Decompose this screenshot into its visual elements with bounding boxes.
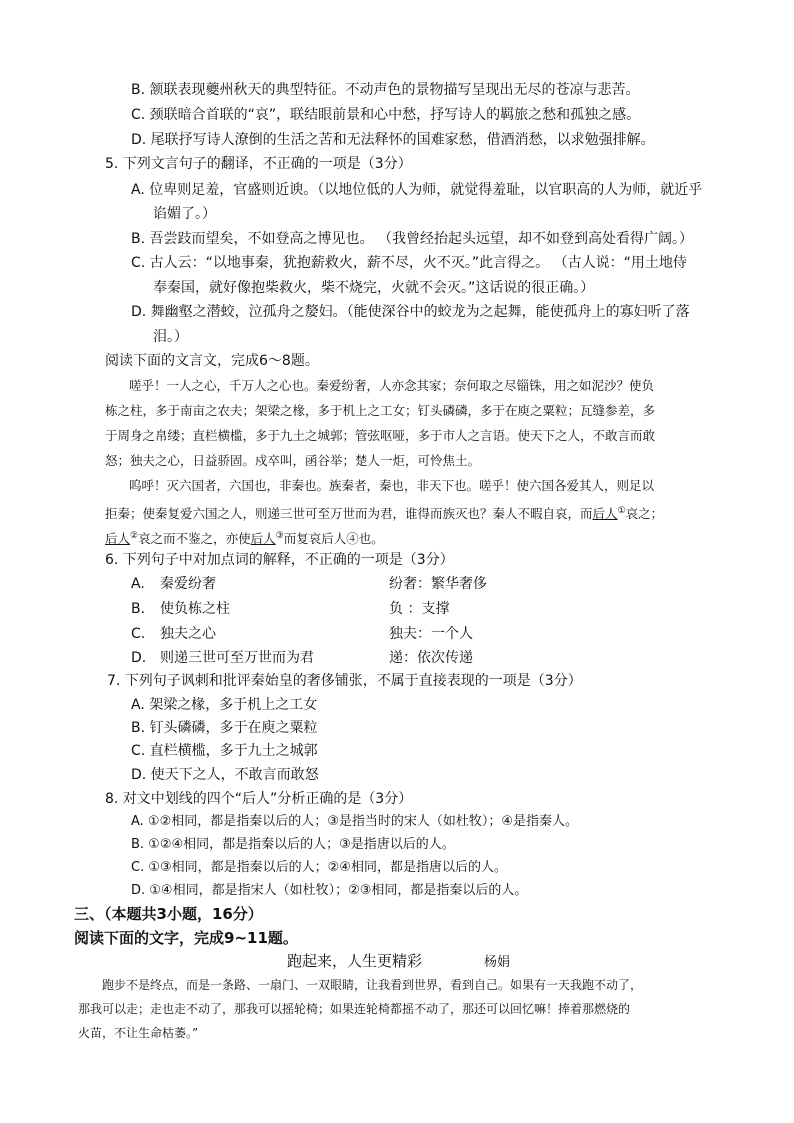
passage-p2-line2-end: 哀之； (625, 506, 664, 522)
passage-p2-line2-text: 拒秦；使秦复爱六国之人，则递三世可至万世而为君，谁得而族灭也？秦人不暇自哀，而 (105, 506, 593, 522)
q6-b-gloss: 负 ：支撑 (389, 601, 450, 617)
passage-p1-line3: 于周身之帛缕；直栏横槛，多于九土之城郭；管弦呕哑，多于市人之言语。使天下之人，不敢言而敢 (105, 428, 656, 443)
article-title: 跑起来，人生更精彩 (287, 952, 423, 970)
q4-option-c: C. 颈联暗合首联的“哀”，联结眼前景和心中愁，抒写诗人的羁旅之愁和孤独之感。 (131, 107, 641, 123)
marker-1: ① (617, 506, 626, 516)
houren-3: 后人 (250, 531, 276, 547)
passage-p1-line2: 栋之柱，多于南亩之农夫；架梁之椽，多于机上之工女；钉头磷磷，多于在庾之粟粒；瓦缝参差，多 (105, 403, 656, 418)
q6-a-gloss: 纷奢：繁华奢侈 (389, 576, 487, 592)
q8-option-a: A. ①②相同，都是指秦以后的人；③是指当时的宋人（如杜牧）；④是指秦人。 (131, 814, 579, 829)
q5-option-c-line2: 奉秦国，就好像抱柴救火，柴不烧完，火就不会灭。”这话说的很正确。） (153, 280, 595, 296)
passage-p2-line3-mid: 哀之而不鉴之，亦使 (138, 531, 251, 547)
marker-2: ② (130, 531, 139, 541)
section3-heading: 三、（本题共3小题，16分） (74, 905, 263, 923)
q4-option-d: D. 尾联抒写诗人潦倒的生活之苦和无法释怀的国难家愁，借酒消愁，以求勉强排解。 (131, 132, 655, 148)
q5-stem: 5. 下列文言句子的翻译，不正确的一项是（3分） (105, 156, 412, 172)
q8-option-d: D. ①④相同，都是指宋人（如杜牧）；②③相同，都是指秦以后的人。 (131, 883, 528, 898)
q6-c-letter: C. (131, 626, 146, 642)
q4-option-b: B. 颔联表现夔州秋天的典型特征。不动声色的景物描写呈现出无尽的苍凉与悲苦。 (131, 82, 640, 98)
section3-intro: 阅读下面的文字，完成9~11题。 (74, 929, 298, 947)
q7-option-b: B. 钉头磷磷，多于在庾之粟粒 (131, 720, 318, 736)
q6-b-letter: B. (131, 601, 146, 617)
passage-intro: 阅读下面的文言文，完成6～8题。 (105, 353, 319, 369)
q6-d-sentence: 则递三世可至万世而为君 (160, 650, 314, 666)
article-p-line2: 那我可以走；走也走不动了，那我可以摇轮椅；如果连轮椅都摇不动了，那还可以回忆嘛！捧着那燃烧的 (78, 1002, 631, 1016)
q6-b-sentence: 使负栋之柱 (160, 601, 230, 617)
q5-option-a-line1: A. 位卑则足羞，官盛则近谀。（以地位低的人为师，就觉得羞耻，以官职高的人为师，就近乎 (131, 182, 703, 198)
houren-2: 后人 (105, 531, 131, 547)
q5-option-b: B. 吾尝跂而望矣，不如登高之博见也。 （我曾经抬起头远望，却不如登到高处看得广阔。） (131, 231, 693, 247)
q5-option-a-line2: 谄媚了。） (153, 206, 216, 222)
q8-option-b: B. ①②④相同，都是指秦以后的人；③是指唐以后的人。 (131, 837, 455, 852)
passage-p2-line3-end: 而复哀后人④也。 (283, 531, 384, 547)
q7-option-a: A. 架梁之椽，多于机上之工女 (131, 697, 318, 713)
marker-3: ③ (275, 531, 284, 541)
q6-d-letter: D. (131, 650, 147, 666)
passage-p1-line1: 嗟乎！一人之心，千万人之心也。秦爱纷奢，人亦念其家；奈何取之尽锱铢，用之如泥沙？使负 (129, 378, 655, 393)
article-p-line1: 跑步不是终点，而是一条路、一扇门、一双眼睛，让我看到世界，看到自己。如果有一天我跑不动了， (102, 978, 643, 992)
article-author: 杨娟 (484, 955, 511, 970)
q6-d-gloss: 递：依次传递 (389, 650, 473, 666)
q7-option-c: C. 直栏横槛，多于九土之城郭 (131, 743, 318, 759)
q5-option-d-line1: D. 舞幽壑之潜蛟，泣孤舟之嫠妇。（能使深谷中的蛟龙为之起舞，能使孤舟上的寡妇听了落 (131, 304, 690, 320)
houren-1: 后人 (592, 506, 618, 522)
q7-stem: 7. 下列句子讽刺和批评秦始皇的奢侈铺张，不属于直接表现的一项是（3分） (107, 673, 582, 689)
q6-c-sentence: 独夫之心 (160, 626, 216, 642)
q5-option-c-line1: C. 古人云：“以地事秦，犹抱薪救火，薪不尽，火不灭。”此言得之。 （古人说：“用土地侍 (131, 255, 687, 271)
passage-p2-line3 (105, 526, 384, 549)
q5-option-d-line2: 泪。） (153, 329, 188, 345)
passage-p1-line4: 怒；独夫之心，日益骄固。戍卒叫，函谷举；楚人一炬，可怜焦土。 (105, 453, 481, 468)
q6-a-sentence: 秦爱纷奢 (160, 576, 216, 592)
passage-p2-line1: 呜呼！灭六国者，六国也，非秦也。族秦者，秦也，非天下也。嗟乎！使六国各爱其人，则足以 (129, 478, 655, 493)
passage-p2-line2 (105, 501, 663, 524)
q6-a-letter: A. (131, 576, 145, 592)
q8-stem: 8. 对文中划线的四个“后人”分析正确的是（3分） (105, 791, 413, 807)
q6-stem: 6. 下列句子中对加点词的解释，不正确的一项是（3分） (105, 552, 454, 568)
q7-option-d: D. 使天下之人，不敢言而敢怒 (131, 767, 319, 783)
q8-option-c: C. ①③相同，都是指秦以后的人；②④相同，都是指唐以后的人。 (131, 860, 507, 875)
article-p-line3: 火苗，不让生命枯萎。” (78, 1026, 199, 1040)
q6-c-gloss: 独夫：一个人 (389, 626, 473, 642)
